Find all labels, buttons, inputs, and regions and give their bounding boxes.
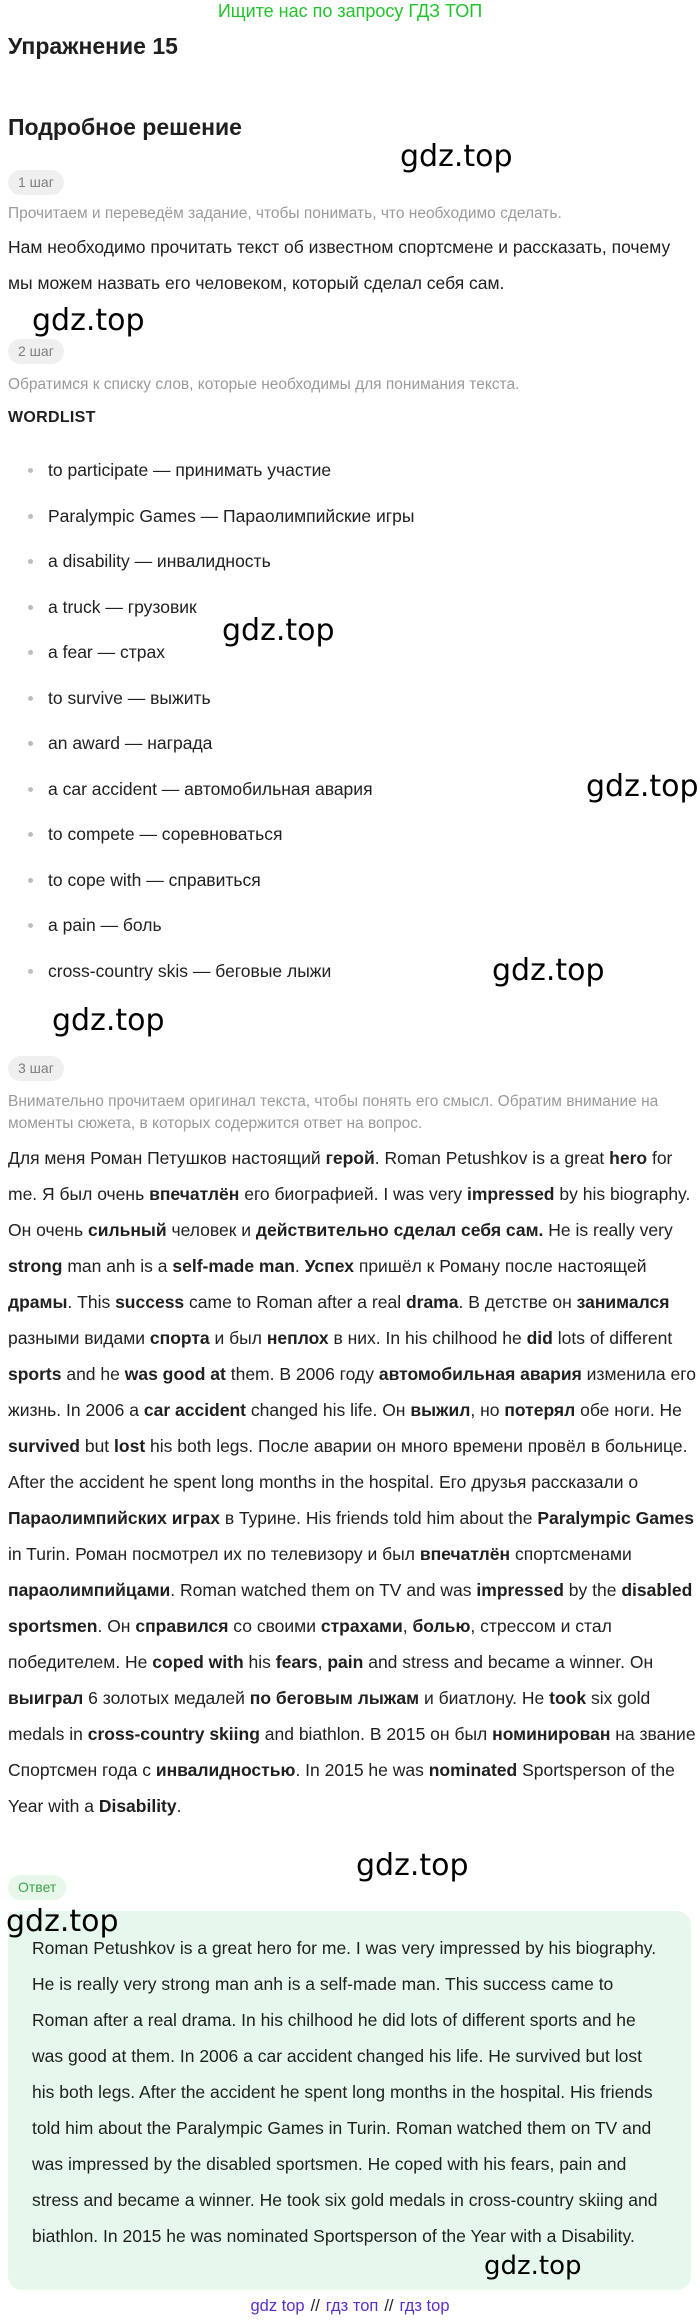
search-banner: Ищите нас по запросу ГДЗ ТОП <box>217 1 483 21</box>
list-item <box>0 910 414 956</box>
wordlist-entry: a disability — инвалидность <box>48 551 271 571</box>
bullet-icon <box>28 923 33 928</box>
list-item <box>0 865 414 911</box>
step-3-hint: Внимательно прочитаем оригинал текста, чтобы понять его смысл. Обратим внимание на моменты сюжета, в которых содержится ответ на вопрос. <box>8 1093 659 1132</box>
list-item <box>0 774 414 820</box>
wordlist-entry: to compete — соревноваться <box>48 824 283 844</box>
watermark: gdz.top <box>52 1003 165 1038</box>
bullet-icon <box>28 969 33 974</box>
watermark: gdz.top <box>32 303 145 338</box>
wordlist-entry: a truck — грузовик <box>48 596 197 617</box>
bullet-icon <box>28 878 33 883</box>
step-2-badge: 2 шаг <box>8 339 64 364</box>
step-1-text: Нам необходимо прочитать текст об известном спортсмене и рассказать, почему мы можем назвать его человеком, который сделал себя сам. <box>8 237 671 293</box>
step-1-badge: 1 шаг <box>8 170 64 195</box>
bullet-icon <box>28 468 33 473</box>
step-3-badge: 3 шаг <box>8 1056 64 1081</box>
bullet-icon <box>28 514 33 519</box>
watermark: gdz.top <box>484 2251 582 2281</box>
bullet-icon <box>28 605 33 610</box>
step-1-hint: Прочитаем и переведём задание, чтобы понимать, что необходимо сделать. <box>8 205 562 222</box>
list-item <box>0 819 414 865</box>
bullet-icon <box>28 741 33 746</box>
watermark: gdz.top <box>222 613 335 648</box>
watermark: gdz.top <box>356 1848 469 1883</box>
footer-link-gdz-top[interactable]: gdz top <box>250 2297 305 2315</box>
wordlist-title: WORDLIST <box>8 409 96 426</box>
footer-link-gdz-top-mixed[interactable]: гдз top <box>399 2297 450 2315</box>
answer-badge: Ответ <box>8 1875 66 1900</box>
watermark: gdz.top <box>586 769 699 804</box>
footer-links <box>0 2294 700 2318</box>
wordlist-entry: a car accident — автомобильная авария <box>48 778 373 799</box>
list-item <box>0 455 414 501</box>
section-title: Подробное решение <box>8 114 242 140</box>
bullet-icon <box>28 650 33 655</box>
footer-separator: // <box>310 2297 320 2315</box>
bullet-icon <box>28 787 33 792</box>
wordlist-entry: to cope with — справиться <box>48 869 261 890</box>
wordlist-entry: a pain — боль <box>48 915 162 935</box>
wordlist-entry: Paralympic Games — Параолимпийские игры <box>48 505 415 526</box>
footer-separator: // <box>384 2297 394 2315</box>
bullet-icon <box>28 696 33 701</box>
list-item <box>0 956 414 1002</box>
wordlist-entry: to participate — принимать участие <box>48 460 332 480</box>
wordlist <box>0 455 414 1001</box>
wordlist-entry: to survive — выжить <box>48 687 211 708</box>
page-title: Упражнение 15 <box>8 33 178 59</box>
list-item <box>0 546 414 592</box>
list-item <box>0 728 414 774</box>
watermark: gdz.top <box>492 953 605 988</box>
footer-link-gdz-top-ru[interactable]: гдз топ <box>325 2297 379 2315</box>
bullet-icon <box>28 832 33 837</box>
watermark: gdz.top <box>6 1904 119 1939</box>
answer-text: Roman Petushkov is a great hero for me. I was very impressed by his biography. He is really very strong man anh is a self-made man. This success came to Roman after a real drama. In his chilhood he did lots of different sports and he was good at them. In 2006 a car accident changed his life. He survived but lost his both legs. After the accident he spent long months in the hospital. His friends told him about the Paralympic Games in Turin. Roman watched them on TV and was impressed by the disabled sportsmen. He coped with his fears, pain and stress and became a winner. He took six gold medals in cross-country skiing and biathlon. In 2015 he was nominated Sportsperson of the Year with a Disability. <box>32 1938 658 2246</box>
watermark: gdz.top <box>400 139 513 174</box>
wordlist-entry: a fear — страх <box>48 642 165 662</box>
list-item <box>0 501 414 547</box>
list-item <box>0 637 414 683</box>
bullet-icon <box>28 559 33 564</box>
answer-box <box>8 1911 691 2290</box>
list-item <box>0 683 414 729</box>
wordlist-entry: cross-country skis — беговые лыжи <box>48 960 332 981</box>
list-item <box>0 592 414 638</box>
step-2-hint: Обратимся к списку слов, которые необходимы для понимания текста. <box>8 376 520 393</box>
bilingual-text: Для меня Роман Петушков настоящий герой. Roman Petushkov is a great hero for me. Я был очень впечатлён его биографией. I was very impressed by his biography. Он очень сильный человек и действительно сделал себя сам. He is really very strong man anh is a self-made man. Успех пришёл к Роману после настоящей драмы. This success came to Roman after a real drama. В детстве он занимался разными видами спорта и был неплох в них. In his chilhood he did lots of different sports and he was good at them. В 2006 году автомобильная авария изменила его жизнь. In 2006 a car accident changed his life. Он выжил, но потерял обе ноги. He survived but lost his both legs. После аварии он много времени провёл в больнице. After the accident he spent long months in the hospital. Его друзья рассказали о Параолимпийских играх в Турине. His friends told him about the Paralympic Games in Turin. Роман посмотрел их по телевизору и был впечатлён спортсменами параолимпийцами. Roman watched them on TV and was impressed by the disabled sportsmen. Он справился со своими страхами, болью, стрессом и стал победителем. He coped with his fears, pain and stress and became a winner. Он выиграл 6 золотых медалей по беговым лыжам и биатлону. He took six gold medals in cross-country skiing and biathlon. В 2015 он был номинирован на звание Спортсмен года с инвалидностью. In 2015 he was nominated Sportsperson of the Year with a Disability. <box>8 1148 696 1816</box>
wordlist-entry: an award — награда <box>48 733 213 753</box>
